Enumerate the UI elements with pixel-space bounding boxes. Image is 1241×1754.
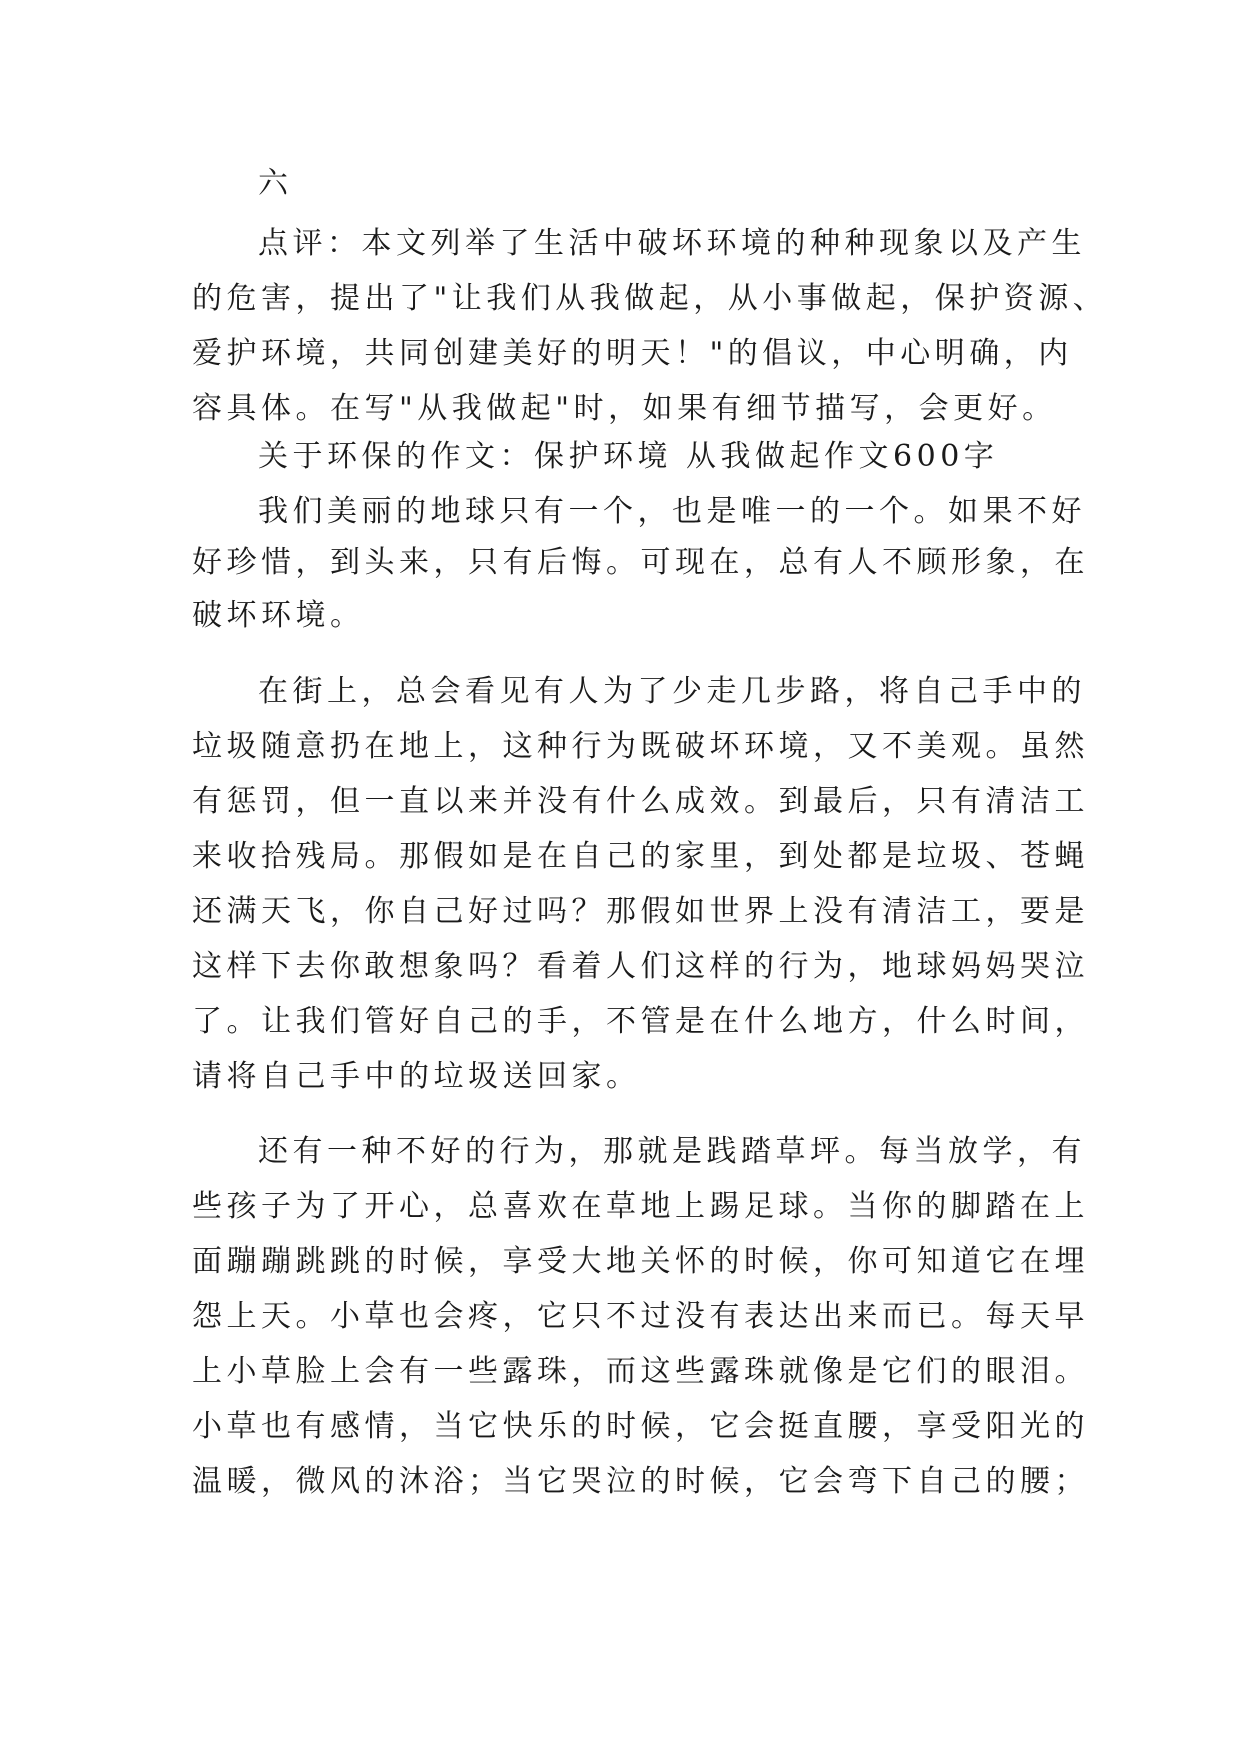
comment-line: 点评：本文列举了生活中破坏环境的种种现象以及产生 — [258, 226, 1086, 261]
comment-line: 爱护环境，共同创建美好的明天！"的倡议，中心明确，内 — [192, 336, 1073, 371]
paragraph-line: 破坏环境。 — [192, 598, 365, 633]
paragraph-line: 我们美丽的地球只有一个，也是唯一的一个。如果不好 — [258, 494, 1086, 529]
paragraph-line: 些孩子为了开心，总喜欢在草地上踢足球。当你的脚踏在上 — [192, 1189, 1089, 1224]
paragraph-line: 温暖，微风的沐浴；当它哭泣的时候，它会弯下自己的腰； — [192, 1464, 1089, 1499]
paragraph-line: 面蹦蹦跳跳的时候，享受大地关怀的时候，你可知道它在埋 — [192, 1244, 1089, 1279]
paragraph-line: 请将自己手中的垃圾送回家。 — [192, 1059, 641, 1094]
paragraph-line: 好珍惜，到头来，只有后悔。可现在，总有人不顾形象，在 — [192, 545, 1089, 580]
paragraph-line: 了。让我们管好自己的手，不管是在什么地方，什么时间， — [192, 1004, 1089, 1039]
comment-line: 的危害，提出了"让我们从我做起，从小事做起，保护资源、 — [192, 281, 1108, 316]
paragraph-line: 来收拾残局。那假如是在自己的家里，到处都是垃圾、苍蝇 — [192, 839, 1089, 874]
paragraph-line: 小草也有感情，当它快乐的时候，它会挺直腰，享受阳光的 — [192, 1409, 1089, 1444]
paragraph-line: 上小草脸上会有一些露珠，而这些露珠就像是它们的眼泪。 — [192, 1354, 1089, 1389]
paragraph-line: 在街上，总会看见有人为了少走几步路，将自己手中的 — [258, 674, 1086, 709]
paragraph-line: 怨上天。小草也会疼，它只不过没有表达出来而已。每天早 — [192, 1299, 1089, 1334]
paragraph-line: 还有一种不好的行为，那就是践踏草坪。每当放学，有 — [258, 1134, 1086, 1169]
comment-line: 容具体。在写"从我做起"时，如果有细节描写，会更好。 — [192, 391, 1057, 426]
essay-title: 关于环保的作文：保护环境 从我做起作文600字 — [258, 439, 999, 474]
paragraph-line: 有惩罚，但一直以来并没有什么成效。到最后，只有清洁工 — [192, 784, 1089, 819]
paragraph-line: 还满天飞，你自己好过吗？那假如世界上没有清洁工，要是 — [192, 894, 1089, 929]
section-number: 六 — [258, 166, 293, 201]
paragraph-line: 这样下去你敢想象吗？看着人们这样的行为，地球妈妈哭泣 — [192, 949, 1089, 984]
paragraph-line: 垃圾随意扔在地上，这种行为既破坏环境，又不美观。虽然 — [192, 729, 1089, 764]
